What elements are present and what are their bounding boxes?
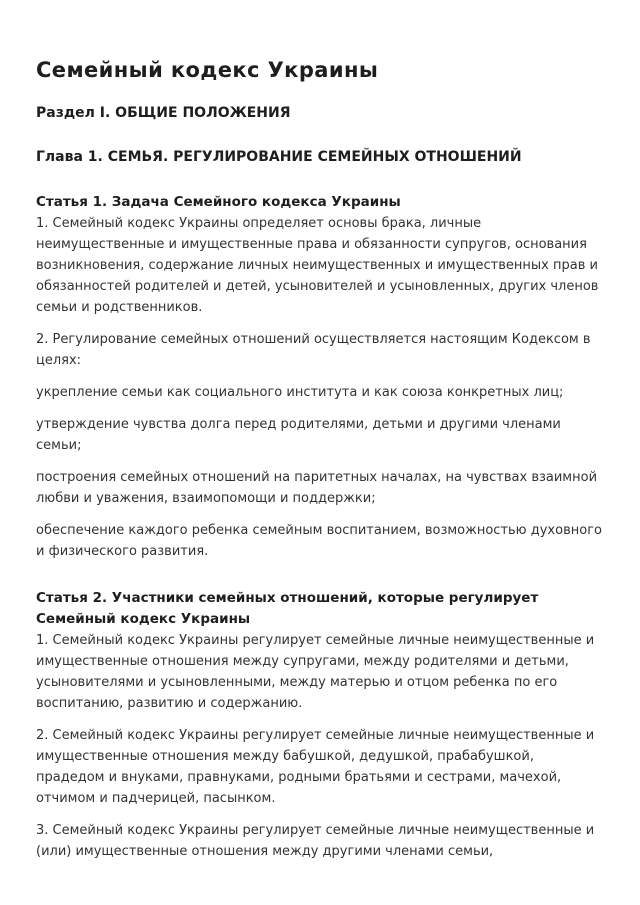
chapter-heading: Глава 1. СЕМЬЯ. РЕГУЛИРОВАНИЕ СЕМЕЙНЫХ ОТНОШЕНИЙ: [36, 149, 522, 165]
article-1-paragraph-5: построения семейных отношений на паритетных началах, на чувствах взаимной любви и уважения, взаимопомощи и поддержки;: [36, 470, 598, 506]
article-1-paragraph-6: обеспечение каждого ребенка семейным воспитанием, возможностью духовного и физического развития.: [36, 523, 602, 559]
article-2-paragraph-3: 3. Семейный кодекс Украины регулирует семейные личные неимущественные и (или) имущественные отношения между другими членами семьи,: [36, 823, 595, 859]
article-2-heading: Статья 2. Участники семейных отношений, которые регулирует Семейный кодекс Украины: [36, 590, 539, 627]
article-1-paragraph-3: укрепление семьи как социального института и как союза конкретных лиц;: [36, 385, 564, 400]
article-2-paragraph-1: 1. Семейный кодекс Украины регулирует семейные личные неимущественные и имущественные отношения между супругами, между родителями и детьми, усыновителями и усыновленными, между матерью и отцом ребенка по его воспитанию, развитию и содержанию.: [36, 633, 595, 711]
article-1-paragraph-1: 1. Семейный кодекс Украины определяет основы брака, личные неимущественные и имущественные права и обязанности супругов, основания возникновения, содержание личных неимущественных и имущественных прав и обязанностей родителей и детей, усыновителей и усыновленных, других членов семьи и родственников.: [36, 216, 599, 315]
article-1-heading: Статья 1. Задача Семейного кодекса Украины: [36, 194, 401, 210]
page-title: Семейный кодекс Украины: [36, 58, 379, 82]
article-1-paragraph-4: утверждение чувства долга перед родителями, детьми и другими членами семьи;: [36, 417, 561, 453]
article-2-paragraph-2: 2. Семейный кодекс Украины регулирует семейные личные неимущественные и имущественные отношения между бабушкой, дедушкой, прабабушкой, прадедом и внуками, правнуками, родными братьями и сестрами, мачехой, отчимом и падчерицей, пасынком.: [36, 728, 595, 806]
article-1-paragraph-2: 2. Регулирование семейных отношений осуществляется настоящим Кодексом в целях:: [36, 332, 591, 368]
article-1: [36, 192, 604, 562]
article-2: [36, 588, 604, 862]
section-heading: Раздел I. ОБЩИЕ ПОЛОЖЕНИЯ: [36, 105, 291, 121]
